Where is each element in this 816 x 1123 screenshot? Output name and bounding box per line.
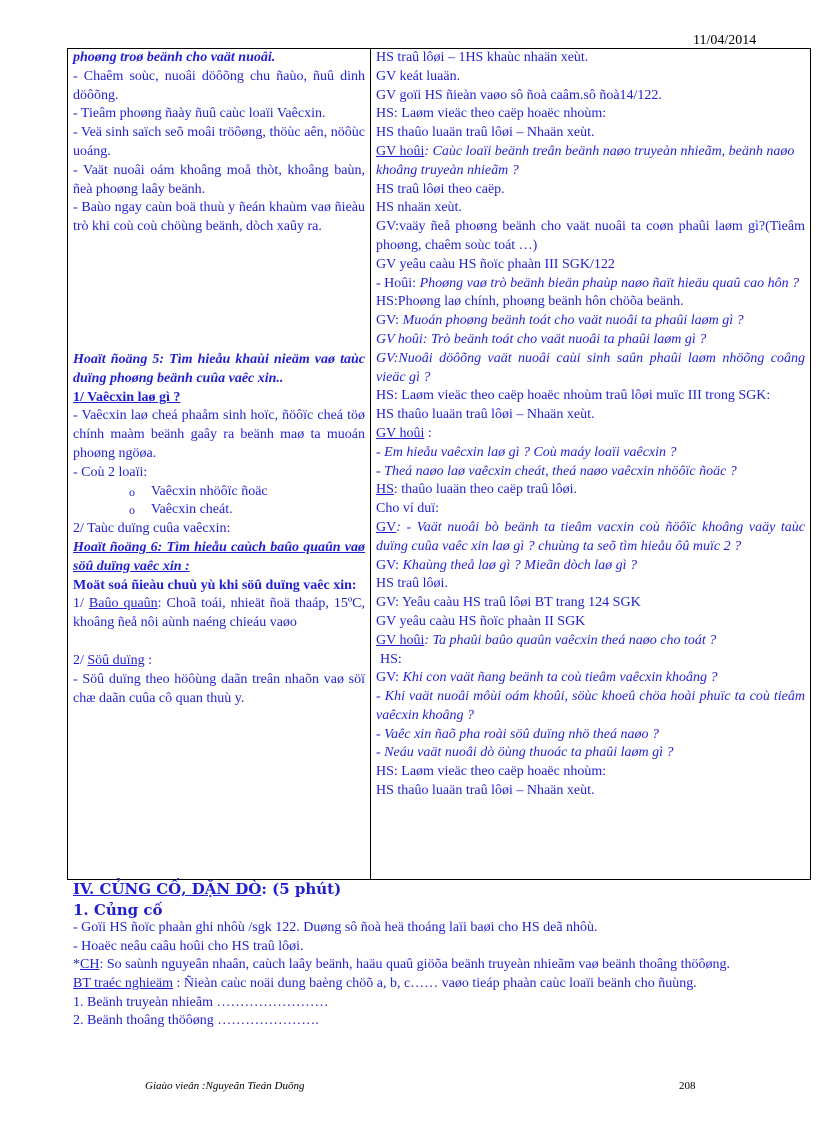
- right-line: GV yeâu caàu HS ñoïc phaàn II SGK: [376, 613, 586, 629]
- section-heading: IV. CỦNG CỐ, DẶN DÒ: (5 phút): [73, 880, 342, 898]
- footer-teacher: Giaùo vieân :Nguyeãn Tieán Duõng: [145, 1080, 305, 1092]
- section-vaccine-definition: 1/ Vaêcxin laø gì ?: [73, 389, 181, 405]
- right-line: GV hoûi: Ta phaûi baûo quaûn vaêcxin theá naøo cho toát ?: [376, 632, 717, 648]
- right-line: HS thaûo luaän traû lôøi – Nhaän xeùt.: [376, 783, 595, 799]
- right-line: GV: Khaùng theå laø gì ? Mieãn dòch laø gì ?: [376, 557, 638, 573]
- activity-column: [371, 49, 811, 880]
- page-date: 11/04/2014: [693, 33, 757, 48]
- right-line: - Vaêc xin ñaõ pha roài söû duïng nhö theá naøo ?: [376, 726, 659, 742]
- right-line: GV hoûi :: [376, 425, 432, 441]
- right-line: GV yeâu caàu HS ñoïc phaàn III SGK/122: [376, 256, 615, 272]
- left-line: - Veä sinh saïch seõ moâi tröôøng, thöùc aên, nöôùc uoáng.: [73, 125, 365, 159]
- right-line: HS:: [380, 651, 402, 667]
- right-line: GV hoûi: Trò beänh toát cho vaät nuoâi ta phaûi laøm gì ?: [376, 331, 707, 347]
- left-line: - Vaät nuoâi oám khoâng moå thòt, khoâng baùn, ñeà phoøng laây beänh.: [73, 162, 365, 197]
- right-line: GV: - Vaät nuoâi bò beänh ta tieâm vacxin coù ñöôïc khoâng vaäy taùc duïng cuûa vaêc xin laø gì ? chuùng ta seõ tìm hieåu ôû muïc 2 ?: [376, 519, 805, 554]
- right-line: - Hoûi: Phoøng vaø trò beänh bieän phaùp naøo ñaït hieäu quaû cao hôn ?: [376, 275, 800, 291]
- right-line: - Theá naøo laø vaêcxin cheát, theá naøo vaêcxin nhöôïc ñoäc ?: [376, 463, 737, 479]
- bottom-line: 1. Beänh truyeàn nhieãm ……………………: [73, 994, 329, 1010]
- left-line: - Tieâm phoøng ñaày ñuû caùc loaïi Vaêcxin.: [73, 106, 326, 122]
- note-heading: Moät soá ñieàu chuù yù khi söû duïng vaêc xin:: [73, 577, 357, 593]
- section-vaccine-effect: 2/ Taùc duïng cuûa vaêcxin:: [73, 521, 231, 537]
- bottom-line: *CH: So saùnh nguyeân nhaân, caùch laây beänh, haäu quaû giöõa beänh truyeàn nhieãm vaø beänh thoâng thöôøng.: [73, 957, 731, 973]
- page-number: 208: [679, 1080, 696, 1092]
- activity-5-heading: Hoaït ñoäng 5: Tìm hieåu khaùi nieäm vaø taùc duïng phoøng beänh cuûa vaêc xin..: [73, 351, 365, 386]
- lesson-table: [67, 48, 811, 880]
- right-line: Cho ví duï:: [376, 501, 440, 517]
- bottom-line: - Hoaëc neâu caâu hoûi cho HS traû lôøi.: [73, 938, 304, 954]
- right-line: HS: Laøm vieäc theo caëp hoaëc nhoùm:: [376, 106, 607, 122]
- bullet-item: o Vaêcxin nhöôïc ñoäc: [73, 483, 365, 502]
- right-line: HS traû lôøi.: [376, 576, 448, 592]
- right-line: - Neáu vaät nuoâi dò öùng thuoác ta phaûi laøm gì ?: [376, 745, 674, 761]
- subsection-heading: 1. Củng cố: [73, 900, 163, 919]
- right-line: HS: Laøm vieäc theo caëp hoaëc nhoùm:: [376, 764, 607, 780]
- right-line: GV: Muoán phoøng beänh toát cho vaät nuoâi ta phaûi laøm gì ?: [376, 313, 744, 329]
- right-line: HS: Laøm vieäc theo caëp hoaëc nhoùm traû lôøi muïc III trong SGK:: [376, 388, 771, 404]
- right-line: HS traû lôøi – 1HS khaùc nhaän xeùt.: [376, 50, 589, 65]
- right-line: HS nhaän xeùt.: [376, 200, 462, 216]
- left-line: - Vaêcxin laø cheá phaåm sinh hoïc, ñöôïc cheá töø chính maàm beänh gaây ra beänh maø ta muoán phoøng ngöøa.: [73, 408, 365, 461]
- bottom-line: BT traéc nghieäm : Ñieàn caùc noäi dung baèng chöõ a, b, c…… vaøo tieáp phaàn caùc loaïi beänh cho ñuùng.: [73, 975, 697, 991]
- right-line: GV hoûi: Caùc loaïi beänh treân beänh naøo truyeàn nhieãm, beänh naøo khoâng truyeàn nhieãm ?: [376, 143, 795, 178]
- right-line: GV keát luaän.: [376, 68, 461, 84]
- left-line: - Chaêm soùc, nuoâi döôõng chu ñaùo, ñuû dinh döôõng.: [73, 68, 365, 103]
- bottom-line: 2. Beänh thoâng thöôøng ………………….: [73, 1013, 319, 1029]
- right-line: HS traû lôøi theo caëp.: [376, 181, 505, 197]
- left-line: phoøng troø beänh cho vaät nuoâi.: [73, 50, 276, 65]
- right-line: - Khi vaät nuoâi môùi oám khoûi, söùc khoeû chöa hoài phuïc ta coù tieâm vaêcxin khoâng ?: [376, 689, 805, 723]
- right-line: GV:Nuoâi döôõng vaät nuoâi caùi sinh saûn phaûi laøm nhöõng coâng vieäc gì ?: [376, 350, 805, 385]
- right-line: HS:Phoøng laø chính, phoøng beänh hôn chöõa beänh.: [376, 294, 684, 310]
- bullet-item: o Vaêcxin cheát.: [73, 501, 365, 520]
- bottom-line: - Goïi HS ñoïc phaàn ghi nhôù /sgk 122. Duøng sô ñoà heä thoáng laïi baøi cho HS deã nhôù.: [73, 920, 598, 936]
- left-line: - Baùo ngay caùn boä thuù y ñeán khaùm vaø ñieàu trò khi coù coù chöùng beänh, dòch xaûy ra.: [73, 200, 365, 235]
- consolidation-section: [73, 880, 813, 1031]
- storage-paragraph: 1/ Baûo quaûn: Choã toái, nhieät ñoä thaáp, 15ºC, khoâng ñeå nôi aùnh naéng chieáu vaøo: [73, 596, 365, 631]
- right-line: HS: thaûo luaän theo caëp traû lôøi.: [376, 482, 578, 498]
- usage-heading: 2/ Söû duïng :: [73, 652, 152, 668]
- right-line: GV: Khi con vaät ñang beänh ta coù tieâm vaêcxin khoâng ?: [376, 670, 718, 686]
- right-line: - Em hieåu vaêcxin laø gì ? Coù maáy loaïi vaêcxin ?: [376, 444, 677, 460]
- activity-6-heading: Hoaït ñoäng 6: Tìm hieåu caùch baûo quaûn vaø söû duïng vaêc xin :: [73, 539, 365, 574]
- right-line: GV:vaäy ñeå phoøng beänh cho vaät nuoâi ta coøn phaûi laøm gì?(Tieâm phoøng, chaêm soùc toát …): [376, 219, 805, 253]
- content-column: [68, 49, 371, 880]
- right-line: GV goïi HS ñieàn vaøo sô ñoà caâm.sô ñoà14/122.: [376, 87, 662, 103]
- left-line: - Söû duïng theo höôùng daãn treân nhaõn vaø söï chæ daãn cuûa cô quan thuù y.: [73, 671, 365, 706]
- left-line: - Coù 2 loaïi:: [73, 464, 148, 480]
- right-line: HS thaûo luaän traû lôøi – Nhaän xeùt.: [376, 125, 595, 141]
- right-line: HS thaûo luaän traû lôøi – Nhaän xeùt.: [376, 407, 595, 423]
- right-line: GV: Yeâu caàu HS traû lôøi BT trang 124 SGK: [376, 595, 641, 611]
